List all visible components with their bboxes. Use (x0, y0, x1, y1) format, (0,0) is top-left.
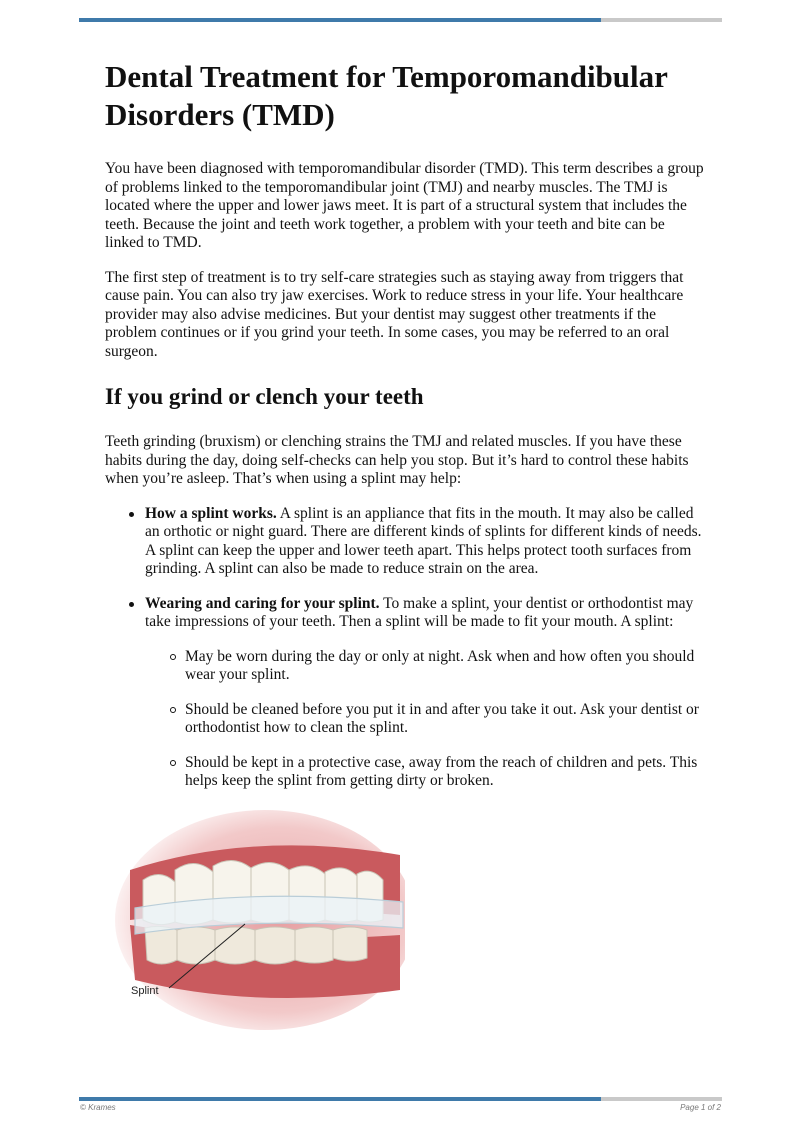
list-item-text: To make a splint, your dentist or orthodontist may take impressions of your teeth. Then a splint will be made to fit your mouth. A splint: (145, 594, 694, 630)
splint-label: Splint (131, 985, 159, 997)
splint-illustration (105, 810, 405, 1035)
sub-list (145, 648, 705, 791)
page-title: Dental Treatment for Temporomandibular Disorders (TMD) (105, 59, 668, 132)
list-item-bold: How a splint works. (145, 504, 277, 522)
footer-page-number: Page 1 of 2 (680, 1103, 721, 1112)
intro-paragraph-1: You have been diagnosed with temporomandibular disorder (TMD). This term describes a group of problems linked to the temporomandibular joint (TMJ) and nearby muscles. The TMJ is located where the upper and lower jaws meet. It is part of a structural system that includes the teeth. Because the joint and teeth work together, a problem with your teeth and bite can be linked to TMD. (105, 160, 704, 251)
list-item-bold: Wearing and caring for your splint. (145, 594, 380, 612)
article-body (105, 58, 705, 807)
sub-list-item: Should be cleaned before you put it in and after you take it out. Ask your dentist or orthodontist how to clean the splint. (185, 701, 705, 738)
top-accent-bar (79, 18, 722, 22)
lower-teeth (145, 926, 367, 964)
list-item (145, 505, 705, 579)
sub-list-item: May be worn during the day or only at night. Ask when and how often you should wear your splint. (185, 648, 705, 685)
section-heading: If you grind or clench your teeth (105, 384, 424, 409)
bottom-accent-bar (79, 1097, 722, 1101)
bullet-list (105, 505, 705, 791)
footer-copyright: © Krames (80, 1103, 116, 1112)
section-paragraph: Teeth grinding (bruxism) or clenching strains the TMJ and related muscles. If you have these habits during the day, doing self-checks can help you stop. But it’s hard to control these habits when you’re asleep. That’s when using a splint may help: (105, 433, 689, 487)
intro-paragraph-2: The first step of treatment is to try self-care strategies such as staying away from triggers that cause pain. You can also try jaw exercises. Work to reduce stress in your life. Your healthcare provider may also advise medicines. But your dentist may suggest other treatments if the problem continues or if you grind your teeth. In some cases, you may be referred to an oral surgeon. (105, 268, 684, 360)
sub-list-item: Should be kept in a protective case, away from the reach of children and pets. This helps keep the splint from getting dirty or broken. (185, 754, 705, 791)
list-item-text: A splint is an appliance that fits in the mouth. It may also be called an orthotic or night guard. There are different kinds of splints for different kinds of needs. A splint can keep the upper and lower teeth apart. This helps protect tooth surfaces from grinding. A splint can also be made to reduce strain on the area. (145, 504, 702, 577)
list-item (145, 595, 705, 791)
